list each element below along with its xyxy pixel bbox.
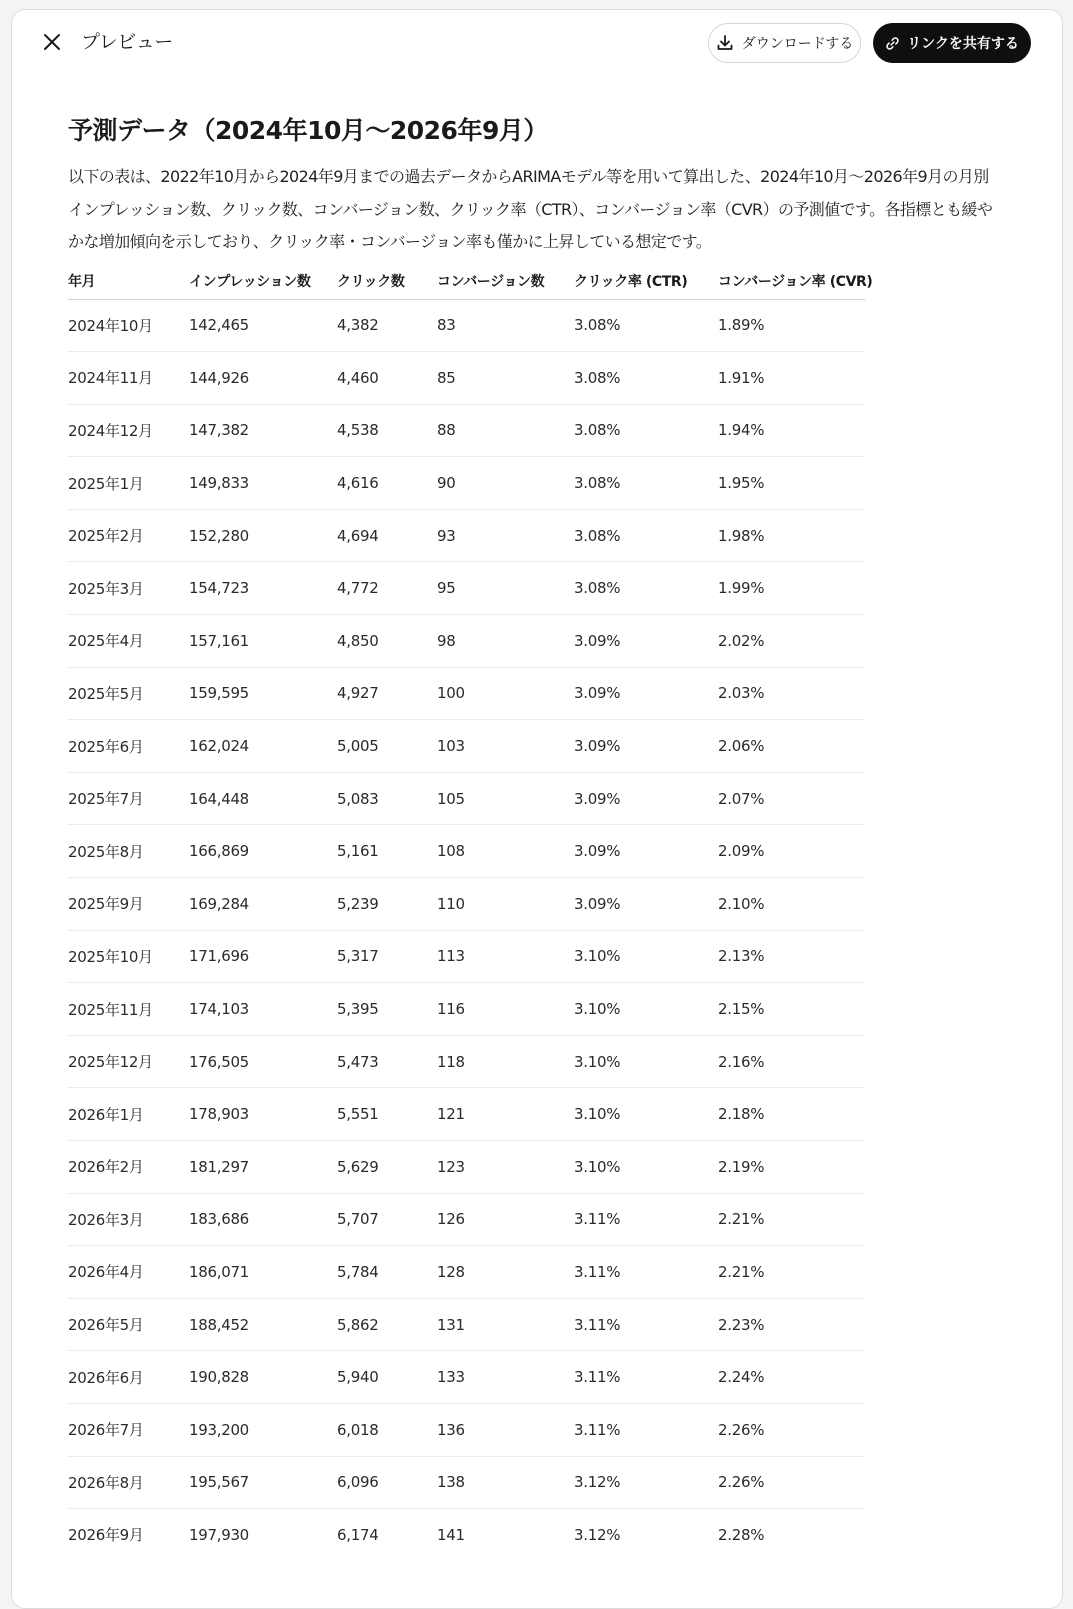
table-row: [68, 299, 865, 352]
table-cell: 4,927: [337, 667, 437, 720]
table-cell: 3.10%: [574, 1088, 718, 1141]
table-row: [68, 1035, 865, 1088]
table-cell: 2.23%: [718, 1298, 865, 1351]
table-cell: 178,903: [189, 1088, 337, 1141]
column-header: コンバージョン率 (CVR): [718, 263, 865, 300]
table-cell: 2.21%: [718, 1246, 865, 1299]
table-cell: 3.08%: [574, 299, 718, 352]
table-cell: 2026年2月: [68, 1141, 189, 1194]
table-cell: 5,940: [337, 1351, 437, 1404]
table-row: [68, 1193, 865, 1246]
table-row: [68, 509, 865, 562]
table-cell: 3.09%: [574, 615, 718, 668]
table-cell: 149,833: [189, 457, 337, 510]
table-cell: 5,239: [337, 878, 437, 931]
table-row: [68, 1298, 865, 1351]
table-cell: 1.95%: [718, 457, 865, 510]
table-cell: 3.11%: [574, 1351, 718, 1404]
table-cell: 5,629: [337, 1141, 437, 1194]
table-cell: 4,460: [337, 352, 437, 405]
table-cell: 110: [437, 878, 574, 931]
share-link-button[interactable]: [873, 23, 1031, 63]
table-cell: 5,395: [337, 983, 437, 1036]
table-cell: 2025年4月: [68, 615, 189, 668]
table-cell: 2.19%: [718, 1141, 865, 1194]
table-cell: 2026年9月: [68, 1526, 144, 1545]
table-row: [68, 1509, 865, 1561]
table-cell: 103: [437, 720, 574, 773]
table-cell: 3.10%: [574, 1141, 718, 1194]
table-cell: 3.08%: [574, 404, 718, 457]
table-header-row: [68, 263, 865, 300]
table-cell: 5,083: [337, 772, 437, 825]
table-cell: 100: [437, 667, 574, 720]
table-cell: 88: [437, 404, 574, 457]
table-cell: 128: [437, 1246, 574, 1299]
table-cell: 2025年7月: [68, 772, 189, 825]
table-row: [68, 1403, 865, 1456]
table-cell: 3.08%: [574, 509, 718, 562]
table-cell: 85: [437, 352, 574, 405]
close-button[interactable]: [38, 28, 66, 56]
forecast-table: [68, 263, 873, 1561]
table-row: [68, 1141, 865, 1194]
table-cell: 3.10%: [574, 1035, 718, 1088]
table-cell: 2026年4月: [68, 1246, 189, 1299]
table-cell: 2.28%: [718, 1525, 765, 1544]
link-icon: [885, 36, 900, 51]
table-cell: 2.10%: [718, 878, 865, 931]
table-cell: 195,567: [189, 1456, 337, 1509]
table-cell: 2.09%: [718, 825, 865, 878]
table-cell: 197,930: [189, 1525, 249, 1544]
table-cell: 2.26%: [718, 1403, 865, 1456]
table-cell: 138: [437, 1456, 574, 1509]
table-cell: 2.24%: [718, 1351, 865, 1404]
table-row: [68, 562, 865, 615]
table-cell: 131: [437, 1298, 574, 1351]
table-cell: 5,862: [337, 1298, 437, 1351]
table-cell: 3.08%: [574, 352, 718, 405]
table-cell: 90: [437, 457, 574, 510]
table-cell: 193,200: [189, 1403, 337, 1456]
table-cell: 126: [437, 1193, 574, 1246]
table-cell: 142,465: [189, 299, 337, 352]
table-cell: 2.13%: [718, 930, 865, 983]
table-cell: 159,595: [189, 667, 337, 720]
download-icon: [716, 34, 734, 52]
table-cell: 169,284: [189, 878, 337, 931]
table-row: [68, 667, 865, 720]
table-cell: 2025年10月: [68, 930, 189, 983]
table-cell: 2025年2月: [68, 509, 189, 562]
table-cell: 6,018: [337, 1403, 437, 1456]
table-row: [68, 772, 865, 825]
table-cell: 116: [437, 983, 574, 1036]
table-cell: 133: [437, 1351, 574, 1404]
table-cell: 2026年8月: [68, 1456, 189, 1509]
table-cell: 2024年10月: [68, 299, 189, 352]
document-content: [68, 114, 998, 1561]
table-cell: 186,071: [189, 1246, 337, 1299]
table-row: [68, 1246, 865, 1299]
table-cell: 2025年6月: [68, 720, 189, 773]
table-cell: 2.03%: [718, 667, 865, 720]
table-cell: 152,280: [189, 509, 337, 562]
table-cell: 154,723: [189, 562, 337, 615]
table-row: [68, 404, 865, 457]
table-cell: 2024年12月: [68, 404, 189, 457]
table-row: [68, 930, 865, 983]
table-cell: 2.02%: [718, 615, 865, 668]
table-cell: 2025年8月: [68, 825, 189, 878]
table-cell: 2026年1月: [68, 1088, 189, 1141]
table-cell: 2.16%: [718, 1035, 865, 1088]
table-cell: 2026年5月: [68, 1298, 189, 1351]
download-button[interactable]: [708, 23, 861, 63]
table-cell: 1.91%: [718, 352, 865, 405]
table-cell: 83: [437, 299, 574, 352]
table-cell: 108: [437, 825, 574, 878]
table-row: [68, 1456, 865, 1509]
table-cell: 2.21%: [718, 1193, 865, 1246]
table-cell: 3.08%: [574, 457, 718, 510]
table-cell: 183,686: [189, 1193, 337, 1246]
table-cell: 5,784: [337, 1246, 437, 1299]
table-row: [68, 457, 865, 510]
table-cell: 2.07%: [718, 772, 865, 825]
table-cell: 1.99%: [718, 562, 865, 615]
table-row: [68, 1351, 865, 1404]
table-cell: 3.12%: [574, 1525, 621, 1544]
column-header: クリック数: [337, 263, 437, 300]
table-cell: 4,694: [337, 509, 437, 562]
table-cell: 4,772: [337, 562, 437, 615]
table-cell: 2025年11月: [68, 983, 189, 1036]
preview-panel: [11, 9, 1063, 1609]
table-cell: 136: [437, 1403, 574, 1456]
table-cell: 2024年11月: [68, 352, 189, 405]
table-cell: 162,024: [189, 720, 337, 773]
table-cell: 174,103: [189, 983, 337, 1036]
table-cell: 3.09%: [574, 825, 718, 878]
table-row: [68, 1088, 865, 1141]
table-cell: 157,161: [189, 615, 337, 668]
table-cell: 3.09%: [574, 720, 718, 773]
table-cell: 3.11%: [574, 1403, 718, 1456]
table-cell: 2025年1月: [68, 457, 189, 510]
table-cell: 188,452: [189, 1298, 337, 1351]
table-body: [68, 299, 865, 1561]
table-cell: 2025年9月: [68, 878, 189, 931]
table-cell: 3.09%: [574, 667, 718, 720]
table-cell: 2.26%: [718, 1456, 865, 1509]
column-header: インプレッション数: [189, 263, 337, 300]
table-cell: 164,448: [189, 772, 337, 825]
table-cell: 5,551: [337, 1088, 437, 1141]
table-cell: 2.06%: [718, 720, 865, 773]
table-cell: 4,382: [337, 299, 437, 352]
table-cell: 3.11%: [574, 1298, 718, 1351]
table-cell: 166,869: [189, 825, 337, 878]
table-cell: 3.10%: [574, 930, 718, 983]
table-cell: 93: [437, 509, 574, 562]
table-cell: 121: [437, 1088, 574, 1141]
table-cell: 5,707: [337, 1193, 437, 1246]
table-cell: 5,317: [337, 930, 437, 983]
table-cell: 5,161: [337, 825, 437, 878]
column-header: コンバージョン数: [437, 263, 574, 300]
document-title: 予測データ（2024年10月～2026年9月）: [68, 116, 548, 145]
close-icon: [43, 33, 61, 51]
table-cell: 181,297: [189, 1141, 337, 1194]
table-cell: 5,473: [337, 1035, 437, 1088]
table-row: [68, 615, 865, 668]
table-cell: 2026年6月: [68, 1351, 189, 1404]
table-cell: 141: [437, 1525, 465, 1544]
column-header: クリック率 (CTR): [574, 263, 718, 300]
table-cell: 176,505: [189, 1035, 337, 1088]
table-cell: 5,005: [337, 720, 437, 773]
table-cell: 1.98%: [718, 509, 865, 562]
table-cell: 1.94%: [718, 404, 865, 457]
table-cell: 147,382: [189, 404, 337, 457]
table-cell: 4,850: [337, 615, 437, 668]
table-row: [68, 983, 865, 1036]
table-cell: 123: [437, 1141, 574, 1194]
table-cell: 98: [437, 615, 574, 668]
table-cell: 3.09%: [574, 772, 718, 825]
table-cell: 3.11%: [574, 1193, 718, 1246]
table-cell: 113: [437, 930, 574, 983]
table-cell: 2.18%: [718, 1088, 865, 1141]
table-row: [68, 352, 865, 405]
download-button-label: ダウンロードする: [741, 36, 854, 52]
table-cell: 171,696: [189, 930, 337, 983]
share-link-button-label: リンクを共有する: [907, 36, 1019, 52]
table-row: [68, 720, 865, 773]
table-cell: 3.11%: [574, 1246, 718, 1299]
table-cell: 2025年3月: [68, 562, 189, 615]
table-cell: 105: [437, 772, 574, 825]
table-cell: 2025年5月: [68, 667, 189, 720]
table-row: [68, 825, 865, 878]
table-cell: 6,096: [337, 1456, 437, 1509]
table-cell: 2026年7月: [68, 1403, 189, 1456]
table-cell: 2025年12月: [68, 1035, 189, 1088]
table-cell: 4,616: [337, 457, 437, 510]
table-row: [68, 878, 865, 931]
table-cell: 4,538: [337, 404, 437, 457]
document-description: 以下の表は、2022年10月から2024年9月までの過去データからARIMAモデル等を用いて算出した、2024年10月～2026年9月の月別インプレッション数、クリック数、コンバージョン数、クリック率（CTR）、コンバージョン率（CVR）の予測値です。各指標とも緩やかな増加傾向を示しており、クリック率・コンバージョン率も僅かに上昇している想定です。: [68, 167, 993, 251]
table-cell: 1.89%: [718, 299, 865, 352]
table-cell: 2026年3月: [68, 1193, 189, 1246]
table-cell: 95: [437, 562, 574, 615]
table-cell: 3.09%: [574, 878, 718, 931]
table-cell: 190,828: [189, 1351, 337, 1404]
table-cell: 3.08%: [574, 562, 718, 615]
table-cell: 6,174: [337, 1525, 379, 1544]
table-cell: 3.12%: [574, 1456, 718, 1509]
table-cell: 118: [437, 1035, 574, 1088]
table-cell: 144,926: [189, 352, 337, 405]
column-header: 年月: [68, 263, 189, 300]
preview-header: [12, 10, 1062, 74]
table-cell: 2.15%: [718, 983, 865, 1036]
preview-title: プレビュー: [81, 31, 173, 53]
table-cell: 3.10%: [574, 983, 718, 1036]
